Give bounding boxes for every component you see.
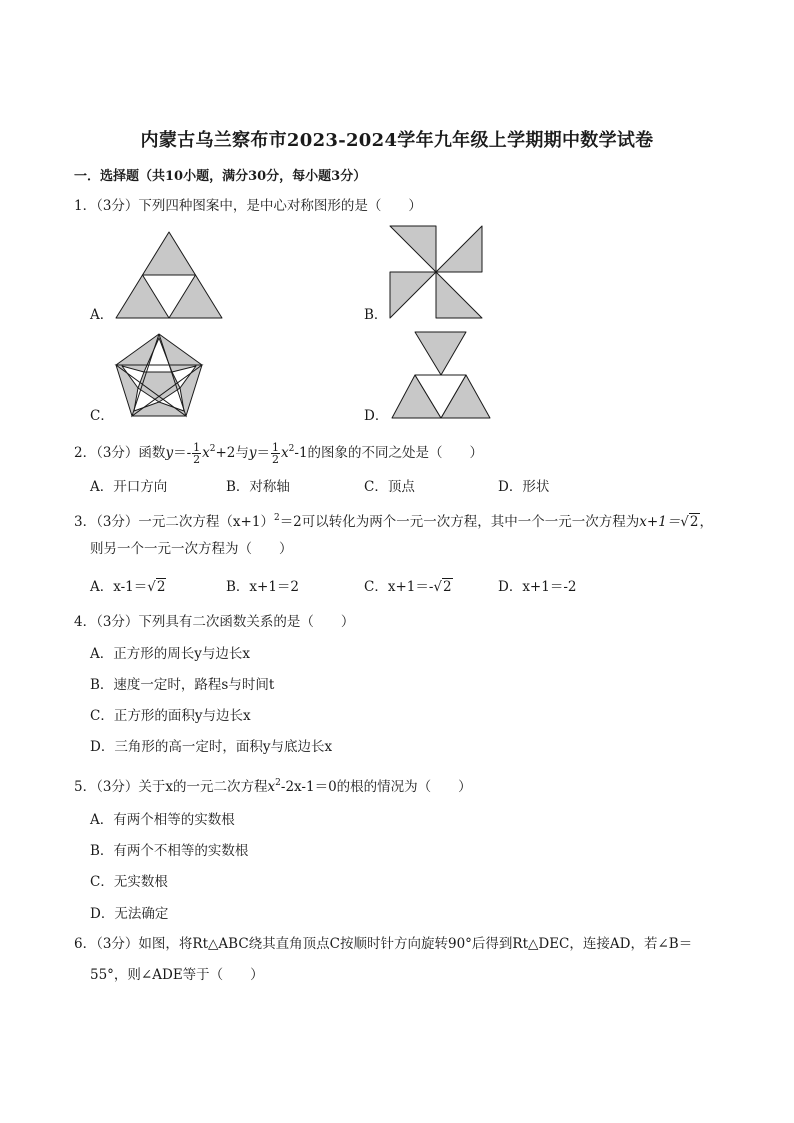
q2-option-a: A．开口方向 — [90, 479, 168, 495]
q3-sqrt: √2 — [680, 514, 699, 530]
q2-frac1: $\frac{1}{2}$ — [193, 441, 201, 466]
q5-option-b: B．有两个不相等的实数根 — [90, 843, 249, 859]
q3-option-c: C．x+1＝-√2 — [364, 579, 452, 595]
q1-figure-d — [390, 330, 492, 420]
q4-option-d: D．三角形的高一定时，面积y与底边长x — [90, 739, 333, 755]
q2-sup1: 2 — [209, 444, 216, 454]
page-title: 内蒙古乌兰察布市2023-2024学年九年级上学期期中数学试卷 — [140, 130, 654, 151]
q4-stem: 4．（3分）下列具有二次函数关系的是（ ） — [74, 614, 355, 630]
q1-label-a: A． — [90, 307, 114, 323]
q1-label-b: B． — [364, 307, 388, 323]
q5-sup: 2 — [275, 778, 281, 788]
q6-line2: 55°，则∠ADE等于（ ） — [90, 967, 264, 983]
q4-option-b: B．速度一定时，路程s与时间t — [90, 677, 275, 693]
q2-tail2: -1的图象的不同之处是（ ） — [294, 445, 484, 461]
q5-option-c: C．无实数根 — [90, 874, 168, 890]
q3-option-b: B．x+1＝2 — [226, 579, 300, 595]
q2-sup2: 2 — [288, 444, 295, 454]
section-heading: 一．选择题（共10小题，满分30分，每小题3分） — [74, 169, 367, 184]
q2-y2: y — [248, 445, 257, 461]
q2-option-b: B．对称轴 — [226, 479, 290, 495]
q2-eq2: ＝ — [256, 445, 271, 461]
q2-option-d: D．形状 — [498, 479, 550, 495]
q5-stem-b: -2x-1＝0的根的情况为（ ） — [280, 779, 472, 795]
q3-line1-b: ＝2可以转化为两个一元一次方程，其中一个一元一次方程为 — [279, 514, 640, 530]
q2-frac2: $\frac{1}{2}$ — [272, 441, 280, 466]
q3-line1-c: x+1＝ — [639, 514, 681, 530]
q2-x2: x — [281, 445, 289, 461]
q6-line1: 6．（3分）如图，将Rt△ABC绕其直角顶点C按顺时针方向旋转90°后得到Rt△DEC，连接AD，若∠B＝ — [74, 936, 693, 952]
q3-option-a: A．x-1＝√2 — [90, 579, 166, 595]
q2-stem — [74, 436, 483, 466]
q2-tail1: +2与 — [215, 445, 249, 461]
q1-figure-c — [114, 332, 204, 420]
q4-option-c: C．正方形的面积y与边长x — [90, 708, 251, 724]
q3-option-d: D．x+1＝-2 — [498, 579, 577, 595]
q5-stem-a: 5．（3分）关于x的一元二次方程 — [74, 779, 268, 795]
q1-stem: 1．（3分）下列四种图案中，是中心对称图形的是（ ） — [74, 198, 422, 214]
q1-figure-b — [388, 224, 484, 320]
q1-label-d: D． — [364, 408, 389, 424]
q5-stem — [74, 773, 472, 797]
q5-option-d: D．无法确定 — [90, 906, 169, 922]
q1-label-c: C． — [90, 408, 114, 424]
q5-x: x — [267, 779, 276, 795]
q3-line1: 3．（3分）一元二次方程$(x+1)^2=2$可以转化为两个一元一次方程，其中一个一元一次方程为x+1＝√2， — [74, 513, 713, 530]
q2-y1: y — [165, 445, 174, 461]
q3-line2: 则另一个一元一次方程为（ ） — [90, 541, 293, 557]
q3-line1-a: 3．（3分）一元二次方程（x+1） — [74, 514, 274, 530]
q2-option-c: C．顶点 — [364, 479, 415, 495]
q1-figure-a — [114, 230, 224, 320]
q2-prefix: 2．（3分）函数 — [74, 445, 166, 461]
q2-eq1: ＝- — [173, 445, 192, 461]
q3-sup: 2 — [273, 513, 280, 523]
q2-x1: x — [202, 445, 210, 461]
q5-option-a: A．有两个相等的实数根 — [90, 812, 235, 828]
q4-option-a: A．正方形的周长y与边长x — [90, 646, 250, 662]
